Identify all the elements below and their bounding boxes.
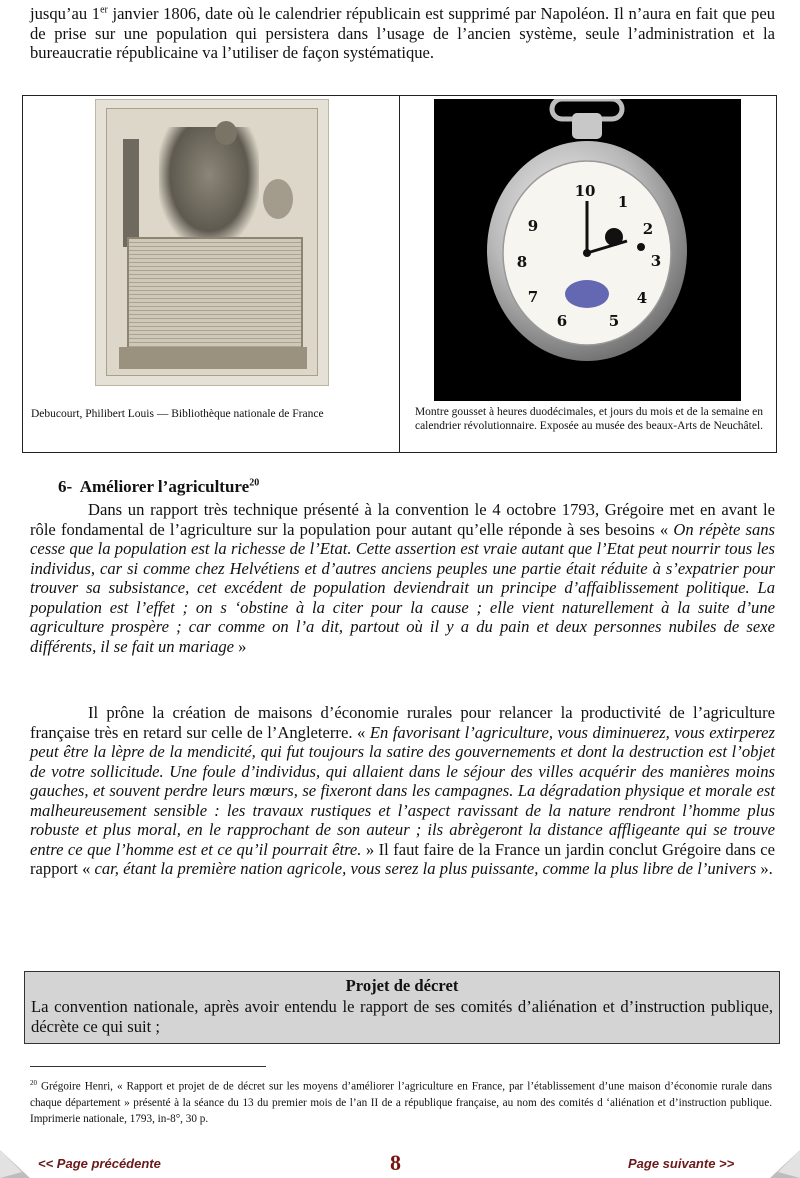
engraving-frame (106, 108, 318, 376)
engraving-seated-figure (159, 127, 259, 247)
watch-numeral: 3 (650, 252, 662, 270)
watch-numeral: 9 (527, 217, 539, 235)
next-page-link[interactable]: Page suivante >> (628, 1156, 735, 1171)
para2-quote2: car, étant la première nation agricole, vous serez la plus puissante, comme la plus libre de l’univers (94, 859, 757, 878)
engraving-column (123, 139, 139, 247)
watch-numeral: 4 (636, 289, 648, 307)
para1-quote: On répète sans cesse que la population est la richesse de l’Etat. Cette assertion est vraie autant que l’Etat peut nourrir tous les individus, car si comme chez Helvétiens et d’autres anciens peuples une partie était réduite à s’expatrier pour trouver sa subsistance, cet excédent de population deviendrait un principe d’affaiblissement politique. La population est l’effet ; on s ‘obstine à la citer pour la cause ; elle vient naturellement à la suite d’une agriculture prospère ; car comme on l’a dit, partout où il y a du pain et deux personnes nubiles de sexe différents, il se fait un mariage (30, 519, 775, 656)
watch-numeral: 7 (527, 288, 539, 306)
para2-mid: » Il faut faire de la France un jardin conclut Grégoire dans ce rapport « (30, 839, 776, 878)
page-number: 8 (390, 1150, 401, 1175)
para1-lead: Dans un rapport très technique présenté à la convention le 4 octobre 1793, Grégoire met en avant le rôle fondamental de l’agriculture sur la population pour autant qu’elle réponde à ses besoins « (30, 500, 775, 539)
footnote-rule (30, 1066, 266, 1067)
footnote-number: 20 (30, 1079, 37, 1087)
page-curl-left-icon[interactable] (0, 1150, 30, 1178)
section-title: Améliorer l’agriculture (79, 477, 250, 496)
footnote-reference[interactable]: 20 (249, 477, 260, 489)
section-heading (58, 477, 259, 497)
calendar-engraving-image (95, 99, 329, 386)
agriculture-paragraph-1 (30, 500, 775, 656)
watch-numeral: 2 (642, 220, 654, 238)
footnote-text: Grégoire Henri, « Rapport et projet de de décret sur les moyens d’améliorer l’agriculture en France, par l’établissement d’une maison d’économie rurale dans chaque département » présenté à la séance du 13 du premier mois de l’an II de a république française, au nom des comités d ‘aliénation et d’instruction publique. Imprimerie nationale, 1793, in-8°, 30 p. (30, 1080, 772, 1125)
ordinal-superscript: er (100, 4, 108, 16)
section-number: 6- (58, 477, 73, 496)
watch-numeral: 1 (617, 193, 629, 211)
figure-table (22, 95, 777, 453)
footnote (30, 1075, 772, 1127)
right-figure-caption: Montre gousset à heures duodécimales, et jours du mois et de la semaine en calendrier révolutionnaire. Exposée au musée des beaux-Arts de Neuchâtel. (414, 406, 764, 432)
decree-text: La convention nationale, après avoir entendu le rapport de ses comités d’aliénation et d’instruction publique, décrète ce qui suit ; (31, 997, 773, 1036)
para2-tail: ». (756, 859, 773, 878)
pocket-watch-image (434, 99, 741, 401)
intro-paragraph (30, 4, 775, 63)
engraving-cherub (263, 179, 293, 219)
para1-tail: » (234, 636, 247, 656)
previous-page-link[interactable]: << Page précédente (38, 1156, 161, 1171)
figure-divider (399, 96, 400, 452)
decree-title: Projet de décret (345, 976, 459, 995)
left-figure-caption: Debucourt, Philibert Louis — Bibliothèque nationale de France (31, 408, 324, 420)
watch-numeral: 6 (556, 312, 568, 330)
para2-lead: Il prône la création de maisons d’économie rurales pour relancer la productivité de l’agriculture française très en retard sur celle de l’Angleterre. « (30, 703, 775, 742)
engraving-base (119, 347, 307, 369)
engraving-figure-head (215, 121, 237, 145)
para2-quote: En favorisant l’agriculture, vous diminuerez, vous extirperez peut être la lèpre de la mendicité, qui fut toujours la satire des gouvernements et dont la destruction est l’objet de votre sollicitude. Une foule d’individus, qui allaient dans le séjour des villes acquérir des manières moins gauches, et souvent perdre leurs mœurs, se fixeront dans les campagnes. La dégradation physique et morale est malheureusement sensible : les travaux rustiques et l’aspect ravissant de la nature rendront l’homme plus robuste et plus moral, en le rapprochant de son auteur ; ils abrègeront la distance affligeante qui se trouve entre ce que l’homme est et ce qu’il pourrait être. (30, 722, 775, 859)
page-curl-right-icon[interactable] (770, 1150, 800, 1178)
engraving-calendar-tablet (127, 237, 303, 351)
agriculture-paragraph-2 (30, 703, 775, 879)
intro-text-start: jusqu’au 1 (30, 4, 101, 23)
watch-numeral: 10 (574, 182, 596, 200)
decree-box (24, 971, 780, 1044)
intro-text-rest: janvier 1806, date où le calendrier républicain est supprimé par Napoléon. Il n’aura en fait que peu de prise sur une population qui persistera dans l’usage de l’ancien système, seule l’administration et la bureaucratie républicaine va l’utiliser de façon systématique. (30, 4, 776, 62)
watch-numeral: 5 (608, 312, 620, 330)
pocket-watch-illustration (434, 99, 741, 401)
watch-numeral: 8 (516, 253, 528, 271)
